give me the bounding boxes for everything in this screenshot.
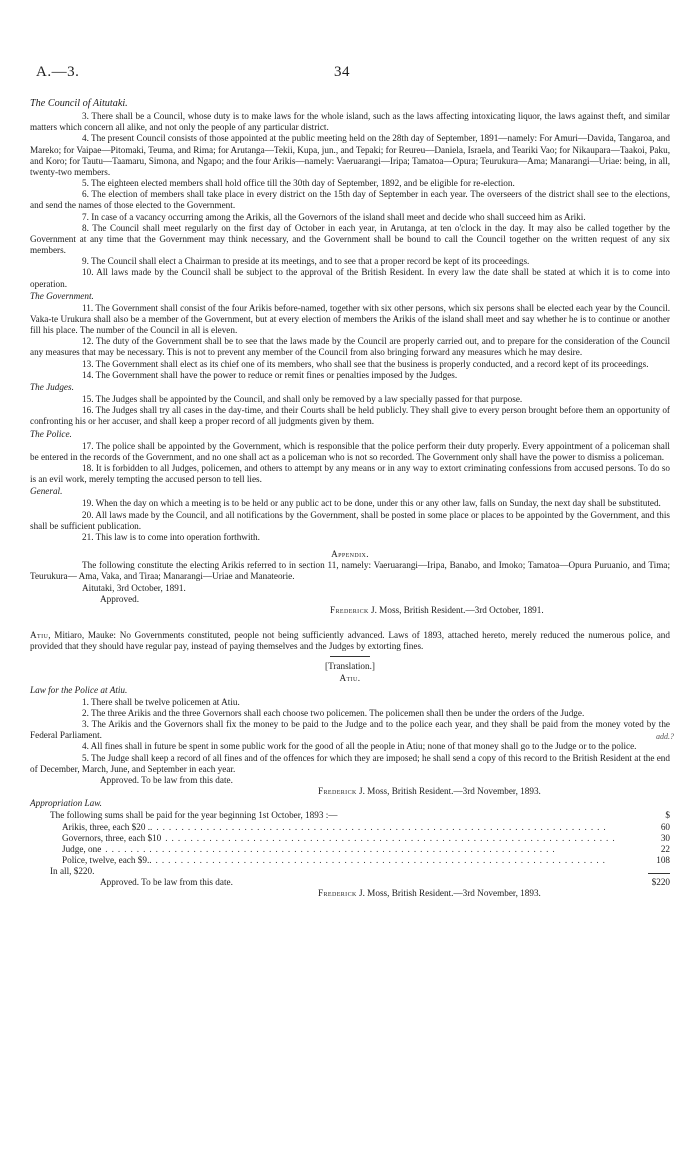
paragraph [30, 719, 674, 742]
paragraph: 9. The Council shall elect a Chairman to preside at its meetings, and to see that a proper record be kept of its proceedings. [82, 256, 530, 267]
approved-label: Approved. To be law from this date. [100, 774, 233, 785]
total-amount: $220 [651, 877, 670, 888]
table-row [30, 833, 670, 844]
paragraph: 12. The duty of the Government shall be to see that the laws made by the Council are properly carried out, and to prepare for the consideration of the Council any measures that may be necessary. This is not to prevent any member of the Council from also bringing forward any measures which he may desire. [30, 336, 670, 358]
paragraph: 5. The Judge shall keep a record of all fines and of the offences for which they are imposed; he shall send a copy of this record to the British Resident at the end of December, March, June, and September in each year. [30, 752, 670, 774]
paragraph: 18. It is forbidden to all Judges, policemen, and others to attempt by any means or in any way to extort criminating confessions from accused persons. To do so is an evil work, merely tempting the accused person to tell lies. [30, 463, 670, 485]
paragraph: 4. The present Council consists of those appointed at the public meeting held on the 28th day of September, 1891—namely: For Amuri—Davida, Tangaroa, and Mareko; for Vaipae—Pitomaki, Teuma, and Rima; for Arutanga—Tekii, Kupa, jun., and Tepaki; for Reureu—Daniela, Israela, and Teariki Vao; for Nikaupara—Taakoi, Paku, and Koro; for Tautu—Taamaru, Simona, and Ngapo; and the four Arikis—namely: Vaeruarangi—Iripa; Tamatoa—Opura; Teurukura—Ama; Manarangi—Uriae: being, in all, twenty-two members. [30, 133, 670, 177]
dot-leader: ........................................................................ [156, 821, 610, 832]
signature-detail: J. Moss, British Resident.—3rd October, 1891. [371, 604, 544, 615]
paragraph-text: 3. The Arikis and the Governors shall fix the money to be paid to the Judge and to the police each year, and they shall be paid from the money voted by the Federal Parliament. [30, 719, 670, 741]
in-all-label: In all, $220. [50, 866, 95, 877]
signature-detail: J. Moss, British Resident.—3rd November, 1893. [359, 888, 541, 899]
paragraph: 3. There shall be a Council, whose duty is to make laws for the whole island, such as the laws affecting intoxicating liquor, the laws against theft, and similar matters which concern all alike, and not only the people of any particular district. [30, 111, 670, 133]
paragraph: 16. The Judges shall try all cases in the day-time, and their Courts shall be held publicly. They shall give to every person brought before them an opportunity of confronting his or her accuser, and shall keep a proper record of all judgments given by them. [30, 405, 670, 427]
table-row [30, 844, 670, 855]
paragraph: 14. The Government shall have the power to reduce or remit fines or penalties imposed by the Judges. [82, 369, 458, 380]
row-label: Governors, three, each $10 [62, 832, 162, 843]
paragraph: 5. The eighteen elected members shall hold office till the 30th day of September, 1892, and be eligible for re-election. [82, 178, 515, 189]
appropriation-title: Appropriation Law. [30, 798, 102, 809]
section-heading-appendix: Appendix. [331, 549, 369, 560]
signature-name: Frederick [318, 888, 357, 899]
paragraph: 13. The Government shall elect as its chief one of its members, who shall see that the business is properly conducted, and a record kept of its proceedings. [82, 358, 649, 369]
document-reference: A.—3. [36, 64, 80, 80]
signature-name: Frederick [330, 604, 369, 615]
paragraph: 21. This law is to come into operation forthwith. [82, 531, 260, 542]
place-heading: Atiu. [339, 672, 361, 683]
row-amount: 22 [660, 843, 670, 854]
approved-label: Approved. To be law from this date. [100, 877, 233, 888]
dot-leader: ........................................................................ [155, 855, 609, 865]
paragraph: 17. The police shall be appointed by the Government, which is responsible that the police perform their duty properly. Every appointment of a policeman shall be entered in the records of the Government, and no one shall act as a policeman who is not so recorded. The Government only shall have the power to dismiss a policeman. [30, 440, 670, 462]
row-amount: 60 [660, 821, 670, 832]
atiu-note-lead: Atiu [30, 630, 49, 641]
paragraph: 4. All fines shall in future be spent in some public work for the good of all the people in Atiu; none of that money shall go to the Judge or to the police. [82, 741, 637, 752]
paragraph: 1. There shall be twelve policemen at Atiu. [82, 696, 240, 707]
appropriation-table [30, 810, 670, 888]
appendix-text: The following constitute the electing Arikis referred to in section 11, namely: Vaeruarangi—Iripa, Banabo, and Imoko; Tamatoa—Opura Puruanio, and Tima; Teurukura— Ama, Vaka, and Tiraa; Manarangi—Uriae and Manateorie. [30, 560, 670, 582]
signature-name: Frederick [318, 786, 357, 797]
divider [330, 656, 370, 657]
law-title: Law for the Police at Atiu. [30, 684, 128, 695]
paragraph: 19. When the day on which a meeting is to be held or any public act to be done, under this or any other law, falls on Sunday, the next day shall be substituted. [82, 498, 661, 509]
section-heading-police: The Police. [30, 428, 72, 439]
page-body [30, 97, 674, 900]
atiu-note [30, 630, 670, 652]
paragraph: 20. All laws made by the Council, and all notifications by the Government, shall be posted in some place or places to be appointed by the Government, and this shall be sufficient publication. [30, 509, 670, 531]
row-label: Police, twelve, each $9.. [62, 855, 152, 865]
paragraph: 7. In case of a vacancy occurring among the Arikis, all the Governors of the island shall meet and decide who shall succeed him as Ariki. [82, 211, 586, 222]
total-rule [648, 873, 670, 874]
paragraph: 10. All laws made by the Council shall be subject to the approval of the British Resident. In every law the date shall be stated at which it is to come into operation. [30, 267, 670, 289]
row-label: Judge, one [62, 843, 102, 854]
table-row [30, 822, 670, 833]
translation-label: [Translation.] [325, 661, 375, 672]
section-heading-government: The Government. [30, 290, 94, 301]
section-heading-judges: The Judges. [30, 381, 74, 392]
margin-annotation: add.? [656, 732, 674, 742]
signature-detail: J. Moss, British Resident.—3rd November, 1893. [359, 786, 541, 797]
table-row [30, 877, 670, 888]
table-row [30, 866, 670, 877]
appropriation-intro: The following sums shall be paid for the year beginning 1st October, 1893 :— [50, 810, 338, 821]
row-amount: 30 [660, 832, 670, 843]
paragraph: 15. The Judges shall be appointed by the Council, and shall only be removed by a law specially passed for that purpose. [82, 394, 523, 405]
signature-line [30, 605, 670, 616]
table-row [30, 855, 670, 866]
atiu-note-text: , Mitiaro, Mauke: No Governments constituted, people not being sufficiently advanced. Laws of 1893, attached hereto, merely reduced the numerous police, and provided that they should have regular pay, instead of paying themselves and the Judges by extorting fines. [30, 630, 670, 652]
row-amount: 108 [656, 855, 670, 865]
row-label: Arikis, three, each $20 .. [62, 821, 153, 832]
section-heading-council: The Council of Aitutaki. [30, 98, 128, 109]
dot-leader: ........................................................................ [105, 843, 559, 854]
paragraph: 6. The election of members shall take place in every district on the 15th day of September in each year. The overseers of the district shall see to the elections, and send the names of those elected to the Government. [30, 189, 670, 211]
dot-leader: ........................................................................ [165, 832, 619, 843]
currency-label: $ [665, 810, 670, 821]
paragraph: 2. The three Arikis and the three Governors shall each choose two policemen. The policemen shall then be under the orders of the Judge. [82, 707, 585, 718]
paragraph: 11. The Government shall consist of the four Arikis before-named, together with six other persons, which six persons shall be elected each year by the Council. Vaka-te Urukura shall also be a member of the Government, but at every election of members the Arikis of the island shall meet and say whether he is to continue or another fill his place. The number of the Council in all is eleven. [30, 302, 670, 336]
signature-line [30, 888, 670, 899]
page-number: 34 [334, 64, 350, 80]
place-date: Aitutaki, 3rd October, 1891. [82, 582, 186, 593]
signature-line [30, 786, 670, 797]
table-row [30, 810, 670, 821]
approved-label: Approved. [100, 593, 140, 604]
paragraph: 8. The Council shall meet regularly on the first day of October in each year, in Arutanga, at ten o'clock in the day. It may also be called together by the Government at any time that the Government may think necessary, and the Government shall be bound to call the Council together on the written request of any six members. [30, 222, 670, 256]
section-heading-general: General. [30, 486, 63, 497]
